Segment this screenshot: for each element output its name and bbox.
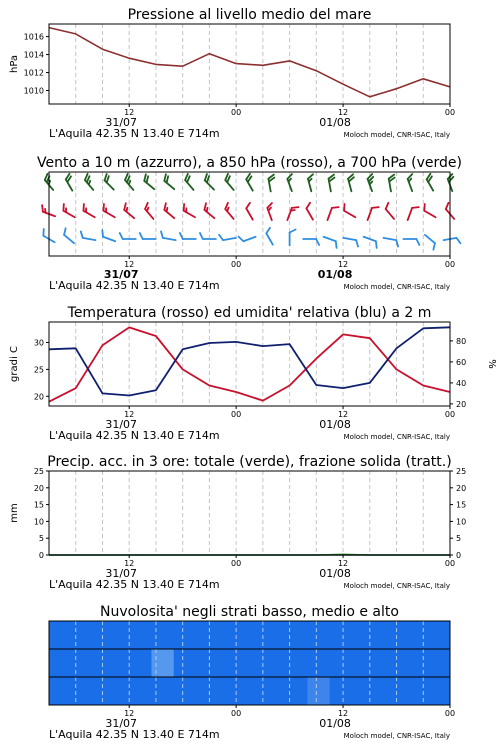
barb-staff bbox=[266, 233, 273, 244]
wind-barb bbox=[61, 204, 78, 217]
barb-staff bbox=[427, 179, 434, 190]
y-tick-label: 1016 bbox=[23, 32, 44, 42]
barb-flag bbox=[412, 205, 419, 210]
x-tick-label: 12 bbox=[124, 410, 135, 419]
cloud-cell bbox=[307, 677, 329, 705]
x-tick-label: 00 bbox=[231, 709, 242, 718]
x-tick-label: 12 bbox=[337, 709, 349, 718]
wind-barb bbox=[266, 203, 277, 220]
barb-staff bbox=[306, 208, 313, 219]
model-credit: Moloch model, CNR-ISAC, Italy bbox=[343, 433, 450, 441]
wind-barb bbox=[100, 230, 117, 241]
date-label: 01/08 bbox=[319, 567, 351, 580]
panel-title: Nuvolosita' negli strati basso, medio e alto bbox=[100, 604, 399, 620]
barb-staff bbox=[246, 208, 253, 219]
barb-staff bbox=[63, 211, 74, 218]
barb-staff bbox=[164, 210, 174, 218]
wind-barb bbox=[80, 231, 97, 240]
barb-staff bbox=[343, 238, 356, 240]
barb-staff bbox=[66, 179, 73, 190]
barb-staff bbox=[103, 237, 115, 241]
x-tick-label: 00 bbox=[231, 410, 242, 419]
barb-staff bbox=[105, 180, 114, 189]
date-label: 01/08 bbox=[319, 717, 351, 730]
wind-barb bbox=[43, 174, 58, 190]
barb-staff bbox=[225, 209, 233, 219]
y-tick-label: 10 bbox=[33, 517, 44, 527]
panel-title: Pressione al livello medio del mare bbox=[127, 7, 372, 23]
y-axis-label: hPa bbox=[9, 54, 20, 74]
wind-barb bbox=[444, 237, 461, 246]
barb-staff bbox=[163, 238, 176, 240]
barb-flag bbox=[290, 230, 296, 233]
barb-flag bbox=[200, 233, 203, 239]
wind-barb bbox=[287, 205, 298, 222]
wind-barb bbox=[162, 174, 178, 189]
model-credit: Moloch model, CNR-ISAC, Italy bbox=[343, 283, 450, 291]
barb-flag bbox=[407, 174, 414, 179]
barb-flag bbox=[342, 204, 348, 211]
barb-flag bbox=[120, 233, 123, 239]
barb-flag bbox=[444, 203, 451, 209]
barb-flag bbox=[266, 203, 273, 208]
barb-flag bbox=[292, 205, 299, 210]
x-tick-label: 00 bbox=[231, 559, 242, 568]
barb-staff bbox=[246, 179, 253, 190]
y2-axis-label: % bbox=[486, 359, 497, 369]
barb-flag bbox=[422, 204, 428, 211]
wind-barb bbox=[307, 174, 317, 191]
barb-staff bbox=[327, 208, 331, 220]
y2-tick-label: 15 bbox=[456, 500, 467, 510]
wind-barb bbox=[403, 239, 419, 245]
barb-flag bbox=[140, 233, 143, 239]
barb-flag bbox=[160, 231, 164, 237]
y2-tick-label: 5 bbox=[456, 534, 462, 544]
y2-tick-label: 10 bbox=[456, 517, 467, 527]
x-tick-label: 12 bbox=[124, 260, 135, 269]
model-credit: Moloch model, CNR-ISAC, Italy bbox=[343, 582, 450, 590]
y-tick-label: 1014 bbox=[23, 50, 44, 60]
wind-barb bbox=[123, 174, 138, 190]
wind-barb bbox=[181, 204, 198, 217]
barb-flag bbox=[395, 240, 399, 246]
y-tick-label: 30 bbox=[33, 338, 44, 348]
wind-barb bbox=[268, 175, 277, 192]
barb-staff bbox=[144, 181, 154, 189]
barb-flag bbox=[40, 205, 45, 212]
barb-flag bbox=[265, 228, 272, 234]
x-tick-label: 12 bbox=[337, 260, 349, 269]
date-label: 31/07 bbox=[105, 116, 138, 129]
y-axis-label: gradi C bbox=[9, 346, 20, 382]
barb-flag bbox=[374, 241, 379, 248]
station-info: L'Aquila 42.35 N 13.40 E 714m bbox=[49, 429, 220, 442]
x-tick-label: 12 bbox=[337, 108, 349, 117]
x-tick-label: 12 bbox=[124, 559, 135, 568]
barb-flag bbox=[245, 203, 252, 209]
y-tick-label: 15 bbox=[33, 500, 44, 510]
y-tick-label: 0 bbox=[38, 551, 44, 560]
wind-barb bbox=[408, 205, 419, 222]
y-tick-label: 25 bbox=[33, 365, 44, 375]
y-tick-label: 25 bbox=[33, 467, 44, 476]
barb-flag bbox=[100, 230, 105, 237]
x-tick-label: 00 bbox=[444, 559, 456, 568]
wind-barb bbox=[422, 204, 439, 217]
wind-barb bbox=[183, 174, 198, 190]
barb-flag bbox=[239, 236, 244, 243]
date-label: 31/07 bbox=[105, 567, 138, 580]
date-label: 31/07 bbox=[103, 268, 139, 281]
x-tick-label: 00 bbox=[231, 260, 242, 269]
barb-staff bbox=[145, 209, 153, 219]
y-tick-label: 1012 bbox=[23, 68, 44, 78]
y-tick-label: 20 bbox=[33, 392, 44, 402]
x-tick-label: 12 bbox=[124, 108, 135, 117]
barb-staff bbox=[83, 211, 94, 218]
barb-staff bbox=[104, 211, 115, 218]
wind-barb bbox=[202, 203, 218, 218]
wind-barb bbox=[407, 174, 418, 191]
barb-staff bbox=[185, 180, 193, 190]
x-tick-label: 00 bbox=[444, 260, 456, 269]
barb-flag bbox=[372, 205, 379, 210]
barb-flag bbox=[305, 203, 312, 209]
wind-barb bbox=[120, 233, 136, 239]
barb-staff bbox=[386, 209, 394, 219]
y-tick-label: 1010 bbox=[23, 86, 44, 96]
wind-barb bbox=[200, 233, 216, 239]
wind-barb bbox=[425, 174, 438, 191]
barb-staff bbox=[324, 237, 336, 241]
date-label: 01/08 bbox=[319, 418, 351, 431]
wind-barb bbox=[219, 232, 236, 241]
wind-barb bbox=[140, 233, 156, 239]
x-tick-label: 12 bbox=[337, 559, 349, 568]
y2-tick-label: 0 bbox=[456, 551, 462, 560]
wind-barb bbox=[180, 233, 196, 239]
y2-tick-label: 20 bbox=[456, 399, 467, 409]
wind-barb bbox=[102, 174, 118, 190]
barb-staff bbox=[243, 237, 255, 241]
wind-barb bbox=[347, 174, 357, 191]
station-info: L'Aquila 42.35 N 13.40 E 714m bbox=[49, 578, 220, 591]
wind-barb bbox=[83, 174, 98, 190]
y2-tick-label: 25 bbox=[456, 467, 467, 476]
barb-flag bbox=[334, 241, 339, 248]
barb-flag bbox=[355, 240, 359, 246]
wind-barb bbox=[265, 228, 278, 245]
y2-tick-label: 60 bbox=[456, 357, 467, 367]
cloud-cell bbox=[151, 649, 173, 677]
y-tick-label: 5 bbox=[38, 534, 44, 544]
wind-barb bbox=[203, 174, 219, 190]
panel-title: Vento a 10 m (azzurro), a 850 hPa (rosso), a 700 hPa (verde) bbox=[36, 155, 463, 171]
barb-staff bbox=[223, 238, 236, 240]
wind-barb bbox=[388, 175, 397, 192]
barb-staff bbox=[184, 211, 195, 218]
x-tick-label: 00 bbox=[231, 108, 242, 117]
wind-barb bbox=[245, 174, 258, 191]
x-tick-label: 00 bbox=[444, 108, 456, 117]
panel-title: Precip. acc. in 3 ore: totale (verde), frazione solida (tratt.) bbox=[47, 454, 452, 470]
wind-barb bbox=[328, 175, 337, 192]
y-tick-label: 20 bbox=[33, 483, 44, 493]
y-axis-label: mm bbox=[9, 503, 20, 523]
barb-flag bbox=[416, 239, 419, 245]
station-info: L'Aquila 42.35 N 13.40 E 714m bbox=[49, 728, 220, 741]
barb-staff bbox=[408, 208, 412, 220]
wind-barb bbox=[290, 230, 296, 246]
barb-flag bbox=[384, 203, 391, 209]
date-label: 01/08 bbox=[319, 116, 351, 129]
barb-staff bbox=[424, 211, 435, 218]
x-tick-label: 00 bbox=[444, 410, 456, 419]
wind-barb bbox=[122, 203, 138, 218]
x-tick-label: 12 bbox=[337, 410, 349, 419]
wind-barb bbox=[447, 174, 458, 191]
barb-staff bbox=[164, 181, 174, 189]
wind-barb bbox=[327, 205, 338, 222]
wind-barb bbox=[239, 231, 256, 242]
barb-flag bbox=[62, 228, 68, 235]
x-tick-label: 12 bbox=[124, 709, 135, 718]
station-info: L'Aquila 42.35 N 13.40 E 714m bbox=[49, 279, 220, 292]
wind-barb bbox=[245, 203, 258, 220]
station-info: L'Aquila 42.35 N 13.40 E 714m bbox=[49, 127, 220, 140]
wind-barb bbox=[367, 174, 378, 191]
barb-staff bbox=[64, 235, 74, 243]
model-credit: Moloch model, CNR-ISAC, Italy bbox=[343, 732, 450, 740]
barb-flag bbox=[219, 234, 223, 240]
wind-barb bbox=[160, 231, 177, 240]
barb-staff bbox=[425, 235, 435, 243]
wind-barb bbox=[162, 203, 178, 218]
barb-flag bbox=[307, 174, 314, 178]
barb-flag bbox=[431, 243, 437, 250]
date-label: 31/07 bbox=[105, 717, 138, 730]
barb-staff bbox=[344, 211, 355, 218]
barb-flag bbox=[456, 237, 460, 243]
y2-tick-label: 40 bbox=[456, 378, 467, 388]
barb-staff bbox=[383, 238, 396, 240]
x-tick-label: 00 bbox=[444, 709, 456, 718]
date-label: 01/08 bbox=[317, 268, 353, 281]
wind-barb bbox=[322, 237, 339, 248]
plot-frame bbox=[49, 471, 450, 555]
wind-barb bbox=[342, 204, 359, 217]
barb-flag bbox=[80, 231, 84, 237]
barb-flag bbox=[41, 229, 47, 236]
date-label: 31/07 bbox=[105, 418, 138, 431]
barb-staff bbox=[83, 238, 96, 240]
barb-flag bbox=[332, 205, 339, 210]
barb-staff bbox=[225, 180, 233, 190]
wind-barb bbox=[286, 174, 297, 191]
cloud-background bbox=[49, 621, 450, 705]
panel-title: Temperatura (rosso) ed umidita' relativa (blu) a 2 m bbox=[67, 305, 432, 321]
wind-barb bbox=[101, 204, 118, 217]
pressure-line bbox=[49, 28, 450, 97]
model-credit: Moloch model, CNR-ISAC, Italy bbox=[343, 131, 450, 139]
wind-barb bbox=[81, 204, 98, 217]
wind-barb bbox=[368, 205, 379, 222]
y2-tick-label: 80 bbox=[456, 336, 467, 346]
wind-barb bbox=[444, 203, 459, 219]
wind-barb bbox=[342, 238, 359, 247]
y2-tick-label: 20 bbox=[456, 483, 467, 493]
temperature-line bbox=[49, 327, 450, 401]
